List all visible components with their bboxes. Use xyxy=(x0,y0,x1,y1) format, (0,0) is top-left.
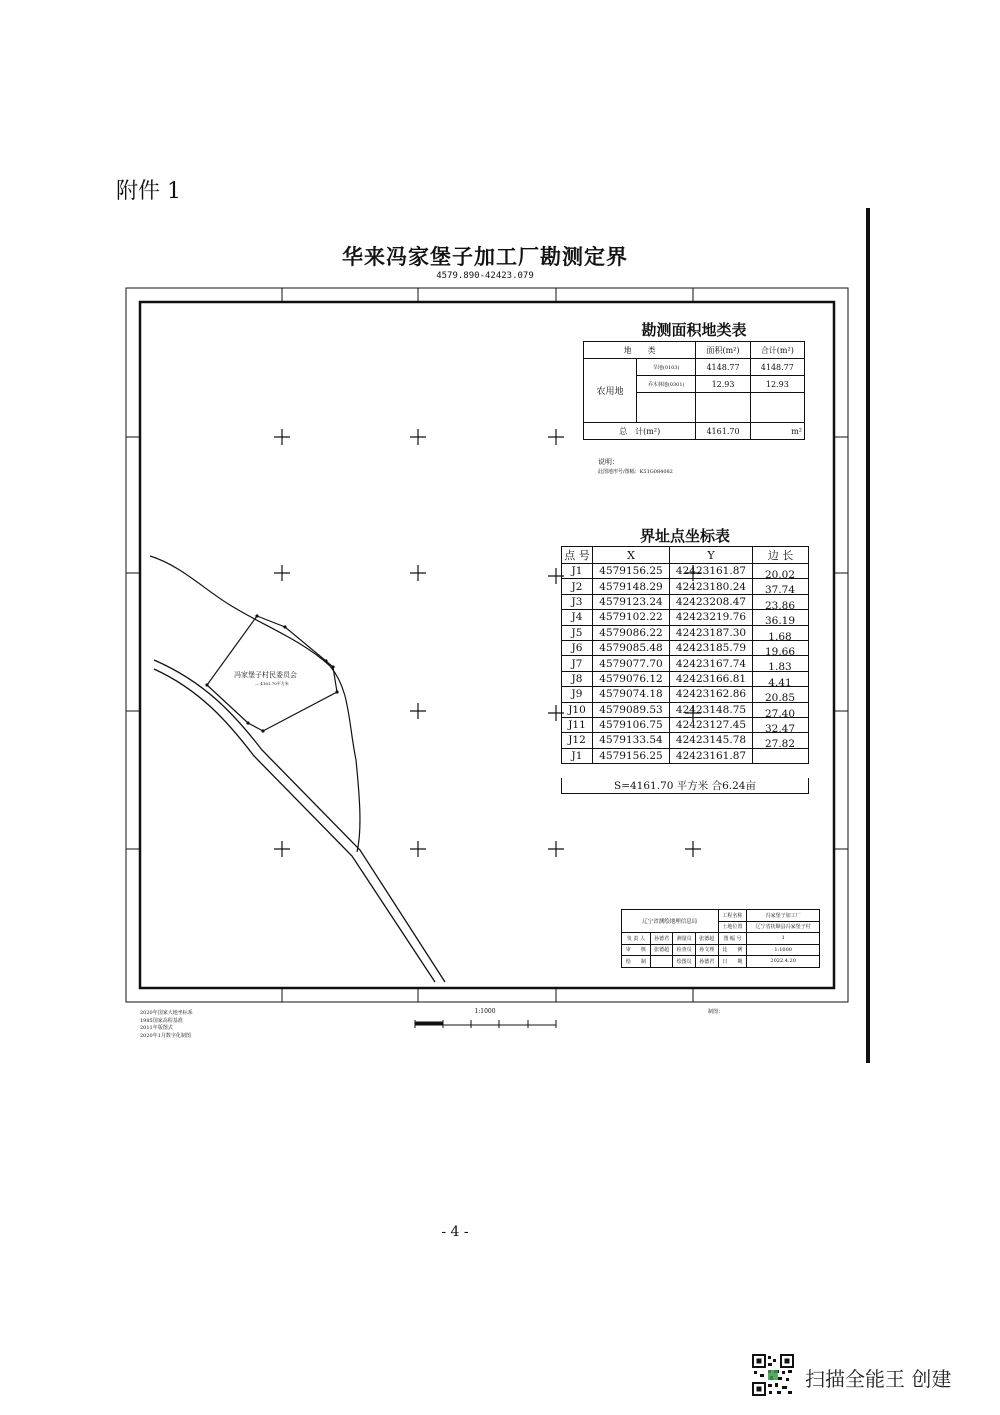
edge-length: 20.02 xyxy=(764,569,796,581)
land-note-text: 此图地形号/图幅：K51G084082 xyxy=(598,469,673,475)
title-block-cell: 比 例 xyxy=(718,944,747,956)
coord-x: 4579156.25 xyxy=(593,564,670,579)
coord-y: 42423219.76 xyxy=(670,610,753,625)
coord-point: J11 xyxy=(562,717,593,732)
coord-summary: S=4161.70 平方米 合6.24亩 xyxy=(561,778,809,794)
edge-length: 27.40 xyxy=(764,707,796,720)
coord-x: 4579085.48 xyxy=(593,640,670,655)
edge-length: 1.83 xyxy=(768,661,792,674)
title-block-cell: 孙德君 xyxy=(650,933,673,945)
terrain-boundary xyxy=(150,556,360,852)
attachment-label: 附件 1 xyxy=(116,179,181,204)
land-total: 12.93 xyxy=(750,376,804,393)
coord-y: 42423145.78 xyxy=(670,733,753,748)
legend-notes xyxy=(140,1010,193,1040)
edge-length: 20.85 xyxy=(764,692,796,705)
edge-length: 37.74 xyxy=(764,584,796,597)
legend-note: 2011年版图式 xyxy=(140,1025,173,1031)
coord-x: 4579074.18 xyxy=(593,687,670,702)
title-block-site-label: 土地位置 xyxy=(718,921,747,933)
coord-point: J10 xyxy=(562,702,593,717)
land-total-label: 总 计(m²) xyxy=(584,423,696,440)
coord-y: 42423166.81 xyxy=(670,671,753,686)
title-block-cell: 1:1000 xyxy=(747,944,820,956)
edge-length: 23.86 xyxy=(764,599,796,612)
coord-x: 4579106.75 xyxy=(593,717,670,732)
title-block-cell xyxy=(650,956,673,968)
coord-point: J6 xyxy=(562,640,593,655)
watermark-text: 扫描全能王 创建 xyxy=(805,1367,952,1391)
title-block-cell: 张德超 xyxy=(650,944,673,956)
coord-point: J12 xyxy=(562,733,593,748)
title-block-site-value: 辽宁省抚顺县冯家堡子村 xyxy=(747,921,820,933)
title-block-cell: 测量员 xyxy=(673,933,696,945)
road-line-outer xyxy=(154,660,445,982)
land-subtype: 旱地(0103) xyxy=(637,359,696,376)
coord-x: 4579123.24 xyxy=(593,594,670,609)
coord-y: 42423127.45 xyxy=(670,717,753,732)
edge-length: 19.66 xyxy=(764,646,796,658)
road-line-inner xyxy=(154,669,435,982)
edge-length: 1.68 xyxy=(768,630,792,643)
title-block-cell: 2022.4.20 xyxy=(747,956,820,968)
title-block-org: 辽宁省测绘地理信息局 xyxy=(622,910,719,933)
title-block-row xyxy=(622,956,820,968)
coord-point: J5 xyxy=(562,625,593,640)
coord-x: 4579077.70 xyxy=(593,656,670,671)
title-block-cell: 张德超 xyxy=(695,933,718,945)
legend-note: 2020年国家大地坐标系 xyxy=(140,1010,193,1016)
coord-point: J9 xyxy=(562,687,593,702)
coord-row xyxy=(562,748,809,763)
edge-length: 32.47 xyxy=(764,723,796,735)
empty-cell xyxy=(637,393,696,423)
coord-y: 42423167.74 xyxy=(670,656,753,671)
coord-header-y: Y xyxy=(670,547,753,564)
coord-x: 4579089.53 xyxy=(593,702,670,717)
map-subtitle: 4579.890-42423.079 xyxy=(436,271,534,281)
empty-cell xyxy=(696,393,750,423)
land-total-value: 4161.70 xyxy=(696,423,750,440)
edge-length: 36.19 xyxy=(764,615,796,628)
coord-y: 42423180.24 xyxy=(670,579,753,594)
title-block-cell: 绘 制 xyxy=(622,956,651,968)
land-note xyxy=(598,457,673,477)
title-block-cell: 图 幅 号 xyxy=(718,933,747,945)
coord-y: 42423162.86 xyxy=(670,687,753,702)
page-number: - 4 - xyxy=(441,1224,469,1240)
title-block-cell: 日 期 xyxy=(718,956,747,968)
coord-y: 42423161.87 xyxy=(670,748,753,763)
coord-point: J1 xyxy=(562,748,593,763)
coord-y: 42423185.79 xyxy=(670,640,753,655)
title-block-cell: 孙文理 xyxy=(695,944,718,956)
title-block-cell: 绘图员 xyxy=(673,956,696,968)
title-block-cell: 负 责 人 xyxy=(622,933,651,945)
legend-note: 2020年1月数字化制图 xyxy=(140,1032,191,1039)
land-class-table xyxy=(583,341,805,440)
coord-table-title: 界址点坐标表 xyxy=(639,527,730,545)
author-note: 制图： xyxy=(708,1009,724,1015)
title-block-rows xyxy=(622,933,820,968)
coord-point: J4 xyxy=(562,610,593,625)
coord-point: J7 xyxy=(562,656,593,671)
land-header-class: 地 类 xyxy=(584,342,696,359)
title-block-cell: 孙德君 xyxy=(695,956,718,968)
coord-x: 4579133.54 xyxy=(593,733,670,748)
land-table-title: 勘测面积地类表 xyxy=(641,321,747,339)
coord-edge-cell xyxy=(753,748,809,763)
land-area: 12.93 xyxy=(696,376,750,393)
coord-point: J8 xyxy=(562,671,593,686)
land-header-area: 面积(m²) xyxy=(696,342,750,359)
title-block-row xyxy=(622,944,820,956)
title-block-project-value: 冯家堡子加工厂 xyxy=(747,910,820,922)
coord-x: 4579076.12 xyxy=(593,671,670,686)
coord-y: 42423208.47 xyxy=(670,594,753,609)
land-category: 农用地 xyxy=(584,359,637,423)
title-block-cell: 审 核 xyxy=(622,944,651,956)
coord-x: 4579148.29 xyxy=(593,579,670,594)
coord-x: 4579086.22 xyxy=(593,625,670,640)
map-title: 华来冯家堡子加工厂勘测定界 xyxy=(342,244,628,269)
coord-y: 42423148.75 xyxy=(670,702,753,717)
village-label: 冯家堡子村民委员会 xyxy=(234,671,297,679)
qr-code-icon xyxy=(752,1354,794,1396)
scale-bar xyxy=(415,1020,556,1028)
coord-x: 4579156.25 xyxy=(593,748,670,763)
coord-header-edge: 边 长 xyxy=(753,547,809,564)
coord-y: 42423187.30 xyxy=(670,625,753,640)
title-block-cell: 1 xyxy=(747,933,820,945)
title-block-project-label: 工程名称 xyxy=(718,910,747,922)
coord-y: 42423161.87 xyxy=(670,564,753,579)
edge-length: 4.41 xyxy=(768,676,792,689)
land-note-label: 说明： xyxy=(598,458,619,466)
legend-note: 1985国家高程基准 xyxy=(140,1017,183,1024)
scale-label: 1:1000 xyxy=(474,1008,496,1015)
land-header-total: 合计(m²) xyxy=(750,342,804,359)
empty-cell xyxy=(750,393,804,423)
land-total-unit: m² xyxy=(750,423,804,440)
coord-header-x: X xyxy=(593,547,670,564)
coord-point: J2 xyxy=(562,579,593,594)
village-area-note: — 4161.70平方米 xyxy=(255,681,289,686)
land-area: 4148.77 xyxy=(696,359,750,376)
title-block-cell: 检查员 xyxy=(673,944,696,956)
land-subtype: 乔木林地(0301) xyxy=(637,376,696,393)
coord-point: J1 xyxy=(562,564,593,579)
coord-x: 4579102.22 xyxy=(593,610,670,625)
title-block-row xyxy=(622,933,820,945)
title-block xyxy=(621,909,820,968)
land-total: 4148.77 xyxy=(750,359,804,376)
coord-point: J3 xyxy=(562,594,593,609)
coord-header-point: 点 号 xyxy=(562,547,593,564)
edge-length: 27.82 xyxy=(764,738,796,751)
